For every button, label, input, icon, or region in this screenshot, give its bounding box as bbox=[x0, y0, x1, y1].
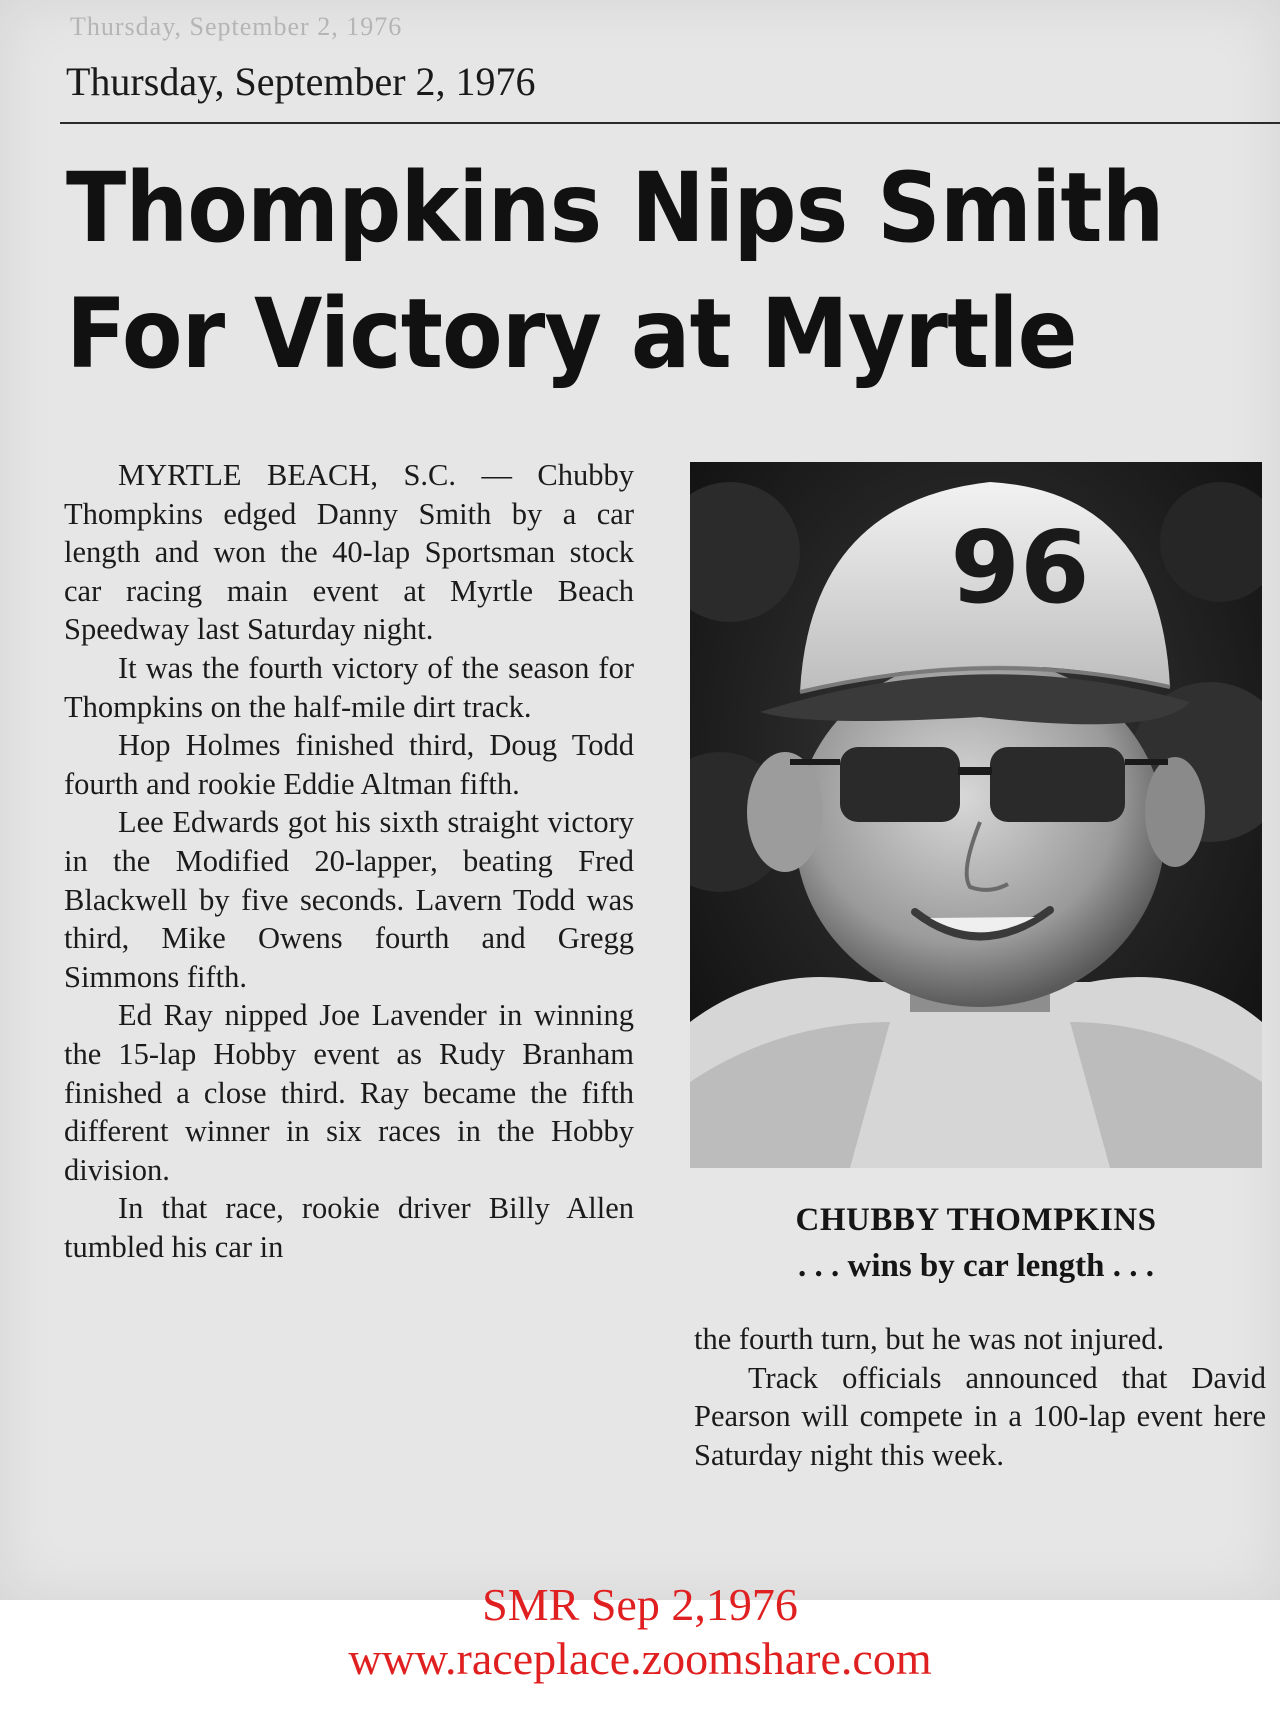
article-paragraph: the fourth turn, but he was not injured. bbox=[694, 1322, 1165, 1356]
article-paragraph: Track officials announced that David Pearson will compete in a 100-lap event here Saturday night this week. bbox=[694, 1360, 1266, 1472]
headline-line-1: Thompkins Nips Smith bbox=[66, 152, 1164, 264]
source-url[interactable]: www.raceplace.zoomshare.com bbox=[348, 1633, 932, 1684]
article-right-column bbox=[694, 1320, 1266, 1474]
headline-line-2: For Victory at Myrtle bbox=[66, 278, 1077, 390]
photo-caption-sub: . . . wins by car length . . . bbox=[797, 1248, 1154, 1284]
article-left-column bbox=[64, 456, 634, 1266]
driver-portrait-illustration bbox=[690, 462, 1262, 1168]
cap-number: 96 bbox=[950, 509, 1090, 626]
article-paragraph: Ed Ray nipped Joe Lavender in winning the 15-lap Hobby event as Rudy Branham finished a close third. Ray became the fifth different winner in six races in the Hobby division. bbox=[64, 998, 634, 1187]
faded-masthead: Thursday, September 2, 1976 bbox=[70, 12, 403, 41]
headline bbox=[66, 145, 1164, 397]
source-citation: SMR Sep 2,1976 bbox=[482, 1579, 798, 1630]
driver-portrait-photo bbox=[690, 462, 1262, 1168]
article-paragraph: MYRTLE BEACH, S.C. — Chubby Thompkins edged Danny Smith by a car length and won the 40-lap Sportsman stock car racing main event at Myrtle Beach Speedway last Saturday night. bbox=[64, 458, 634, 647]
article-paragraph: It was the fourth victory of the season for Thompkins on the half-mile dirt track. bbox=[64, 650, 634, 724]
photo-caption-name: CHUBBY THOMPKINS bbox=[795, 1202, 1157, 1238]
publication-date: Thursday, September 2, 1976 bbox=[66, 59, 536, 104]
article-paragraph: In that race, rookie driver Billy Allen tumbled his car in bbox=[64, 1191, 634, 1264]
date-rule-divider bbox=[60, 122, 1280, 124]
article-paragraph: Lee Edwards got his sixth straight victory in the Modified 20-lapper, beating Fred Blackwell by five seconds. Lavern Todd was third, Mike Owens fourth and Gregg Simmons fifth. bbox=[64, 805, 634, 994]
article-paragraph: Hop Holmes finished third, Doug Todd fourth and rookie Eddie Altman fifth. bbox=[64, 728, 634, 801]
